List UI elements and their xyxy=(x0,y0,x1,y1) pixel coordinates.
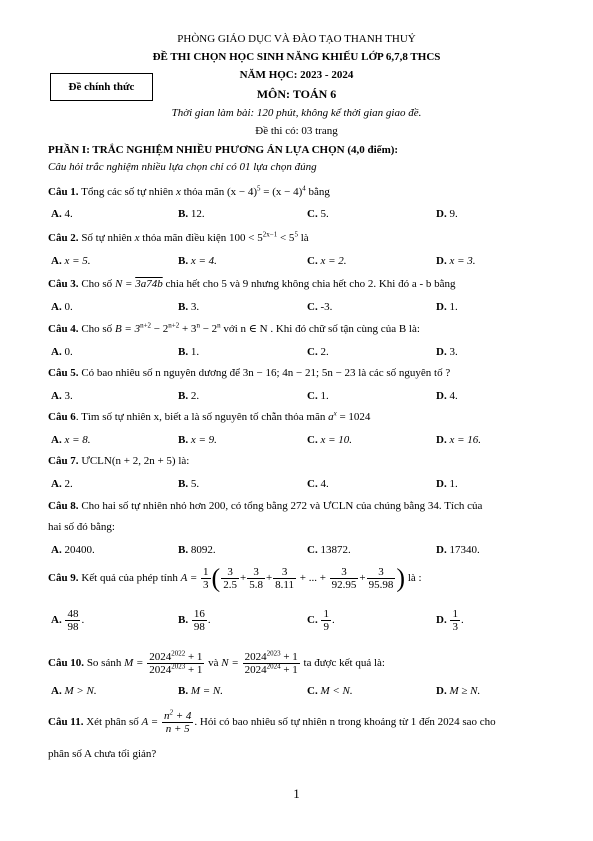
dept-header: PHÒNG GIÁO DỤC VÀ ĐÀO TẠO THANH THUỶ xyxy=(177,33,416,45)
question-10: Câu 10. So sánh M = $\frac{2024^{2022} + 1}{2024^{2023} + 1}$ và N = $\frac{2024^{2023} + 1}{2024^{2024} + 1}$ ta được kết quả là: xyxy=(48,649,385,676)
page-number: 1 xyxy=(293,786,300,801)
school-year: NĂM HỌC: 2023 - 2024 xyxy=(239,69,354,81)
question-2: Câu 2. Số tự nhiên x thỏa mãn điều kiện $100 < 5^{2x-1} < 5^5$ là xyxy=(48,230,309,244)
question-6: Câu 6. Tìm số tự nhiên x, biết a là số nguyên tố chẵn thỏa mãn $a^x = 1024$ xyxy=(48,409,371,423)
question-4: Câu 4. Cho số $B = 3^{n+2} - 2^{n+2} + 3^n - 2^n$ với n ∈ N . Khi đó chữ số tận cùng của B là: xyxy=(48,321,420,335)
question-8-line2: hai số đó bằng: xyxy=(48,521,115,533)
subject: MÔN: TOÁN 6 xyxy=(256,87,337,101)
question-11: Câu 11. Xét phân số A = $\frac{n^2 + 4}{n + 5}$ . Hỏi có bao nhiêu số tự nhiên n trong khoảng từ 1 đến 2024 sao cho xyxy=(48,708,496,735)
question-8: Câu 8. Cho hai số tự nhiên nhỏ hơn 200, có tổng bằng 272 và ƯCLN của chúng bằng 34. Tích của xyxy=(48,500,483,512)
time-limit: Thời gian làm bài: 120 phút, không kể thời gian giao đề. xyxy=(171,107,422,119)
official-exam-box: Đề chính thức xyxy=(50,73,153,101)
question-7: Câu 7. ƯCLN(n + 2, 2n + 5) là: xyxy=(48,455,190,467)
question-5: Câu 5. Có bao nhiêu số n nguyên dương để 3n − 16; 4n − 21; 5n − 23 là các số nguyên tố ? xyxy=(48,367,451,379)
question-3: Câu 3. Cho số N = 3a74b chia hết cho 5 và 9 nhưng không chia hết cho 2. Khi đó a - b bằng xyxy=(48,278,456,290)
question-9: Câu 9. Kết quả của phép tính A = $\frac{1}{3}$ ( $\frac{3}{2.5}$ + $\frac{3}{5.8}$ + $\frac{3}{8.11}$ + ... + $\frac{3}{92.95}$ + $\frac{3}{95.98}$ ) là : xyxy=(48,563,422,593)
exam-page: PHÒNG GIÁO DỤC VÀ ĐÀO TẠO THANH THUỶ ĐỀ THI CHỌN HỌC SINH NĂNG KHIẾU LỚP 6,7,8 THCS NĂM HỌC: 2023 - 2024 MÔN: TOÁN 6 Thời gian làm bài: 120 phút, không kể thời gian giao đề. Đề thi có: 03 trang Đề chính thức PHẦN I: TRẮC NGHIỆM NHIỀU PHƯƠNG ÁN LỰA CHỌN (4,0 điểm): Câu hỏi trắc nghiệm nhiều lựa chọn chỉ có 01 lựa chọn đúng Câu 1. Tổng các số tự nhiên x thỏa mãn $(x - 4)^5 = (x - 4)^4$ bằng A. 4. B. 12. C. 5. D. 9. Câu 2. Số tự nhiên x thỏa mãn điều kiện $100 < 5^{2x-1} < 5^5$ là A. x = 5. B. x = 4. C. x = 2. D. x = 3. Câu 3. Cho số N = 3a74b chia hết cho 5 và 9 nhưng không chia hết cho 2. Khi đó a - b bằng A. 0. B. 3. C. -3. D. 1. Câu 4. Cho số $B = 3^{n+2} - 2^{n+2} + 3^n - 2^n$ với n ∈ N . Khi đó chữ số tận cùng của B là: A. 0. B. 1. C. 2. D. 3. Câu 5. Có bao nhiêu số n nguyên dương để 3n − 16; 4n − 21; 5n − 23 là các số nguyên tố ? A. 3. B. 2. C. 1. D. 4. Câu 6. Tìm số tự nhiên x, biết a là số nguyên tố chẵn thỏa mãn $a^x = 1024$ A. x = 8. B. x = 9. C. x = 10. D. x = 16. Câu 7. ƯCLN(n + 2, 2n + 5) là: A. 2. B. 5. C. 4. D. 1. Câu 8. Cho hai số tự nhiên nhỏ hơn 200, có tổng bằng 272 và ƯCLN của chúng bằng 34. Tích của hai số đó bằng: A. 20400. B. 8092. C. 13872. D. 17340. Câu 9. Kết quả của phép tính A = $\frac{1}{3}$ ( $\frac{3}{2.5}$ + $\frac{3}{5.8}$ + $\frac{3}{8.11}$ + ... + $\frac{3}{92.95}$ + $\frac{3}{95.98}$ ) là : A. $\frac{48}{98}$ . B. $\frac{16}{98}$ . C. $\frac{1}{9}$ . D. $\frac{1}{3}$ . Câu 10. So sánh M = $\frac{2024^{2022} + 1}{2024^{2023} + 1}$ và N = $\frac{2024^{2023} + 1}{2024^{2024} + 1}$ ta được kết quả là: A. M > N. B. M = N. C. M < N. D. M ≥ N. Câu 11. Xét phân số A = $\frac{n^2 + 4}{n + 5}$ . Hỏi có bao nhiêu số tự nhiên n trong khoảng từ 1 đến 2024 sao cho phân số A chưa tối giản? 1 xyxy=(0,0,593,841)
exam-title: ĐỀ THI CHỌN HỌC SINH NĂNG KHIẾU LỚP 6,7,8 THCS xyxy=(152,51,441,63)
question-11-line2: phân số A chưa tối giản? xyxy=(48,748,157,760)
section-subtitle: Câu hỏi trắc nghiệm nhiều lựa chọn chỉ có 01 lựa chọn đúng xyxy=(48,161,317,173)
page-count: Đề thi có: 03 trang xyxy=(255,125,338,137)
section-title: PHẦN I: TRẮC NGHIỆM NHIỀU PHƯƠNG ÁN LỰA CHỌN (4,0 điểm): xyxy=(48,144,399,156)
question-1: Câu 1. Tổng các số tự nhiên x thỏa mãn $(x - 4)^5 = (x - 4)^4$ bằng xyxy=(48,184,330,198)
